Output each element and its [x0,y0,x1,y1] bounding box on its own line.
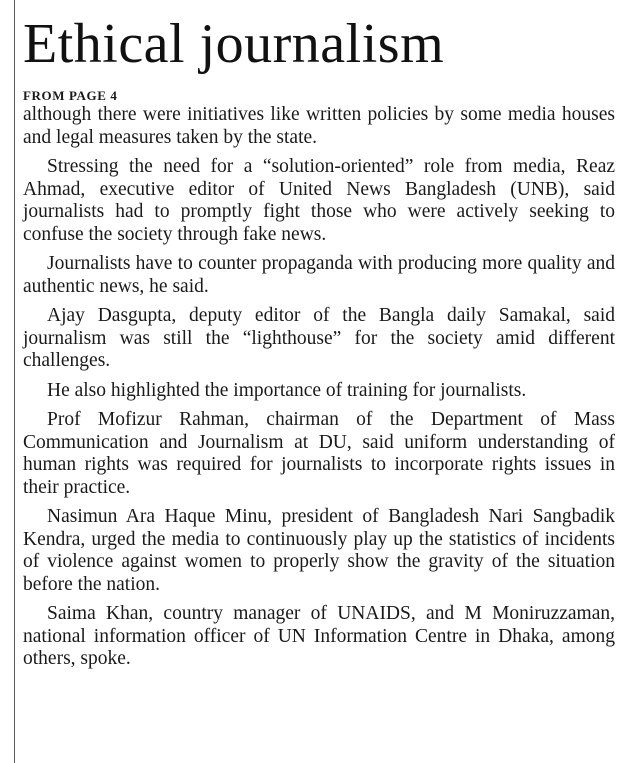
body-paragraph: He also highlighted the importance of training for journalists. [47,379,527,401]
body-paragraph: Stressing the need for a “solution-oriented” role from media, Reaz Ahmad, executive editor of United News Bangladesh (UNB), said journalists had to promptly fight those who were actively seeking to confuse the society through fake news. [23,156,615,245]
article-headline: Ethical journalism [23,13,445,75]
body-paragraph: Saima Khan, country manager of UNAIDS, and M Moniruzzaman, national information officer of UN Information Centre in Dhaka, among others, spoke. [23,603,615,669]
jump-line: FROM PAGE 4 [23,88,118,103]
body-paragraph: Journalists have to counter propaganda with producing more quality and authentic news, he said. [23,253,615,297]
body-paragraph: Nasimun Ara Haque Minu, president of Bangladesh Nari Sangbadik Kendra, urged the media to continuously play up the statistics of incidents of violence against women to properly show the gravity of the situation before the nation. [23,506,615,595]
body-paragraph: Prof Mofizur Rahman, chairman of the Department of Mass Communication and Journalism at DU, said uniform understanding of human rights was required for journalists to incorporate rights issues in their practice. [23,409,615,498]
article-column [14,0,617,763]
article-body [23,104,615,671]
body-paragraph: Ajay Dasgupta, deputy editor of the Bangla daily Samakal, said journalism was still the “lighthouse” for the society amid different challenges. [23,305,615,371]
body-paragraph: although there were initiatives like written policies by some media houses and legal measures taken by the state. [23,104,615,148]
